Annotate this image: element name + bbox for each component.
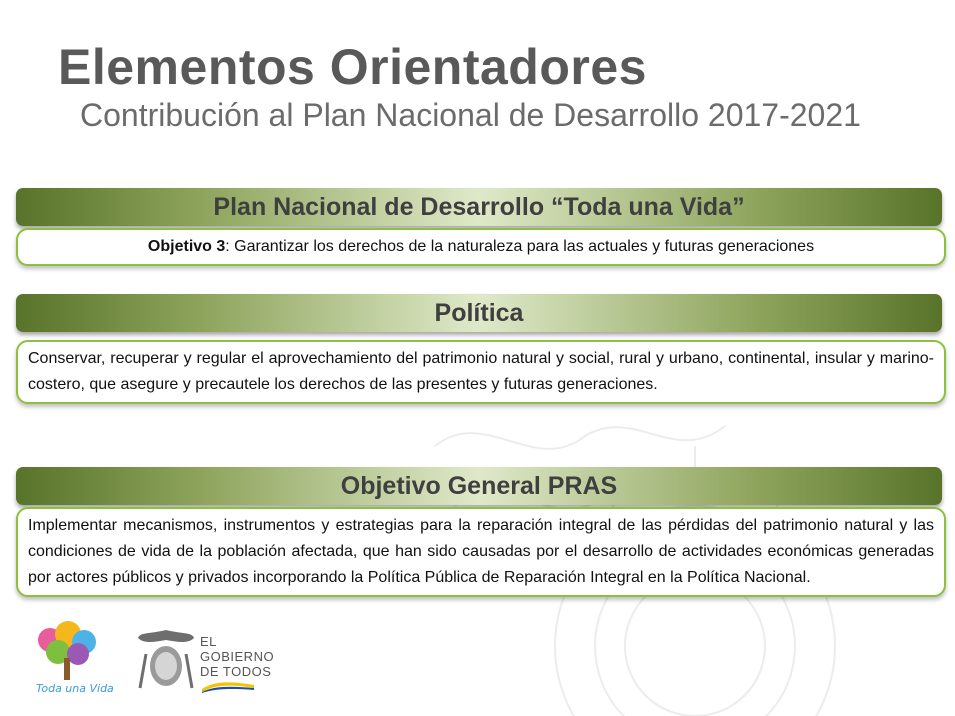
gobierno-de-todos-logo bbox=[200, 634, 274, 696]
politica-text: Conservar, recuperar y regular el aprovechamiento del patrimonio natural y social, rural y urbano, continental, insular y marino-costero, que asegure y precautele los derechos de las presentes y futuras generaciones. bbox=[28, 350, 934, 393]
svg-text:Toda una Vida: Toda una Vida bbox=[36, 682, 114, 695]
objective-text: : Garantizar los derechos de la naturaleza para las actuales y futuras generaciones bbox=[225, 238, 815, 255]
flag-stripe-icon bbox=[200, 679, 256, 693]
toda-una-vida-logo-icon bbox=[30, 618, 114, 696]
objetivo-pras-box bbox=[16, 507, 946, 597]
gobierno-line-2: GOBIERNO bbox=[200, 649, 275, 664]
ecuador-coat-of-arms-icon bbox=[134, 626, 198, 696]
politica-box bbox=[16, 340, 946, 404]
objective-label: Objetivo 3 bbox=[147, 238, 226, 255]
gobierno-line-1: EL bbox=[200, 634, 217, 649]
page-title: Elementos Orientadores bbox=[58, 39, 647, 95]
objetivo-pras-header: Objetivo General PRAS bbox=[16, 467, 942, 505]
plan-nacional-box bbox=[16, 228, 946, 266]
politica-header: Política bbox=[16, 294, 942, 332]
page-subtitle: Contribución al Plan Nacional de Desarrollo 2017-2021 bbox=[80, 97, 861, 133]
gobierno-line-3: DE TODOS bbox=[200, 664, 272, 679]
objetivo-pras-text: Implementar mecanismos, instrumentos y estrategias para la reparación integral de las pérdidas del patrimonio natural y las condiciones de vida de la población afectada, que han sido causadas por el desarrollo de actividades económicas generadas por actores públicos y privados incorporando la Política Pública de Reparación Integral en la Política Nacional. bbox=[28, 517, 934, 586]
plan-nacional-header: Plan Nacional de Desarrollo “Toda una Vida” bbox=[16, 188, 942, 226]
